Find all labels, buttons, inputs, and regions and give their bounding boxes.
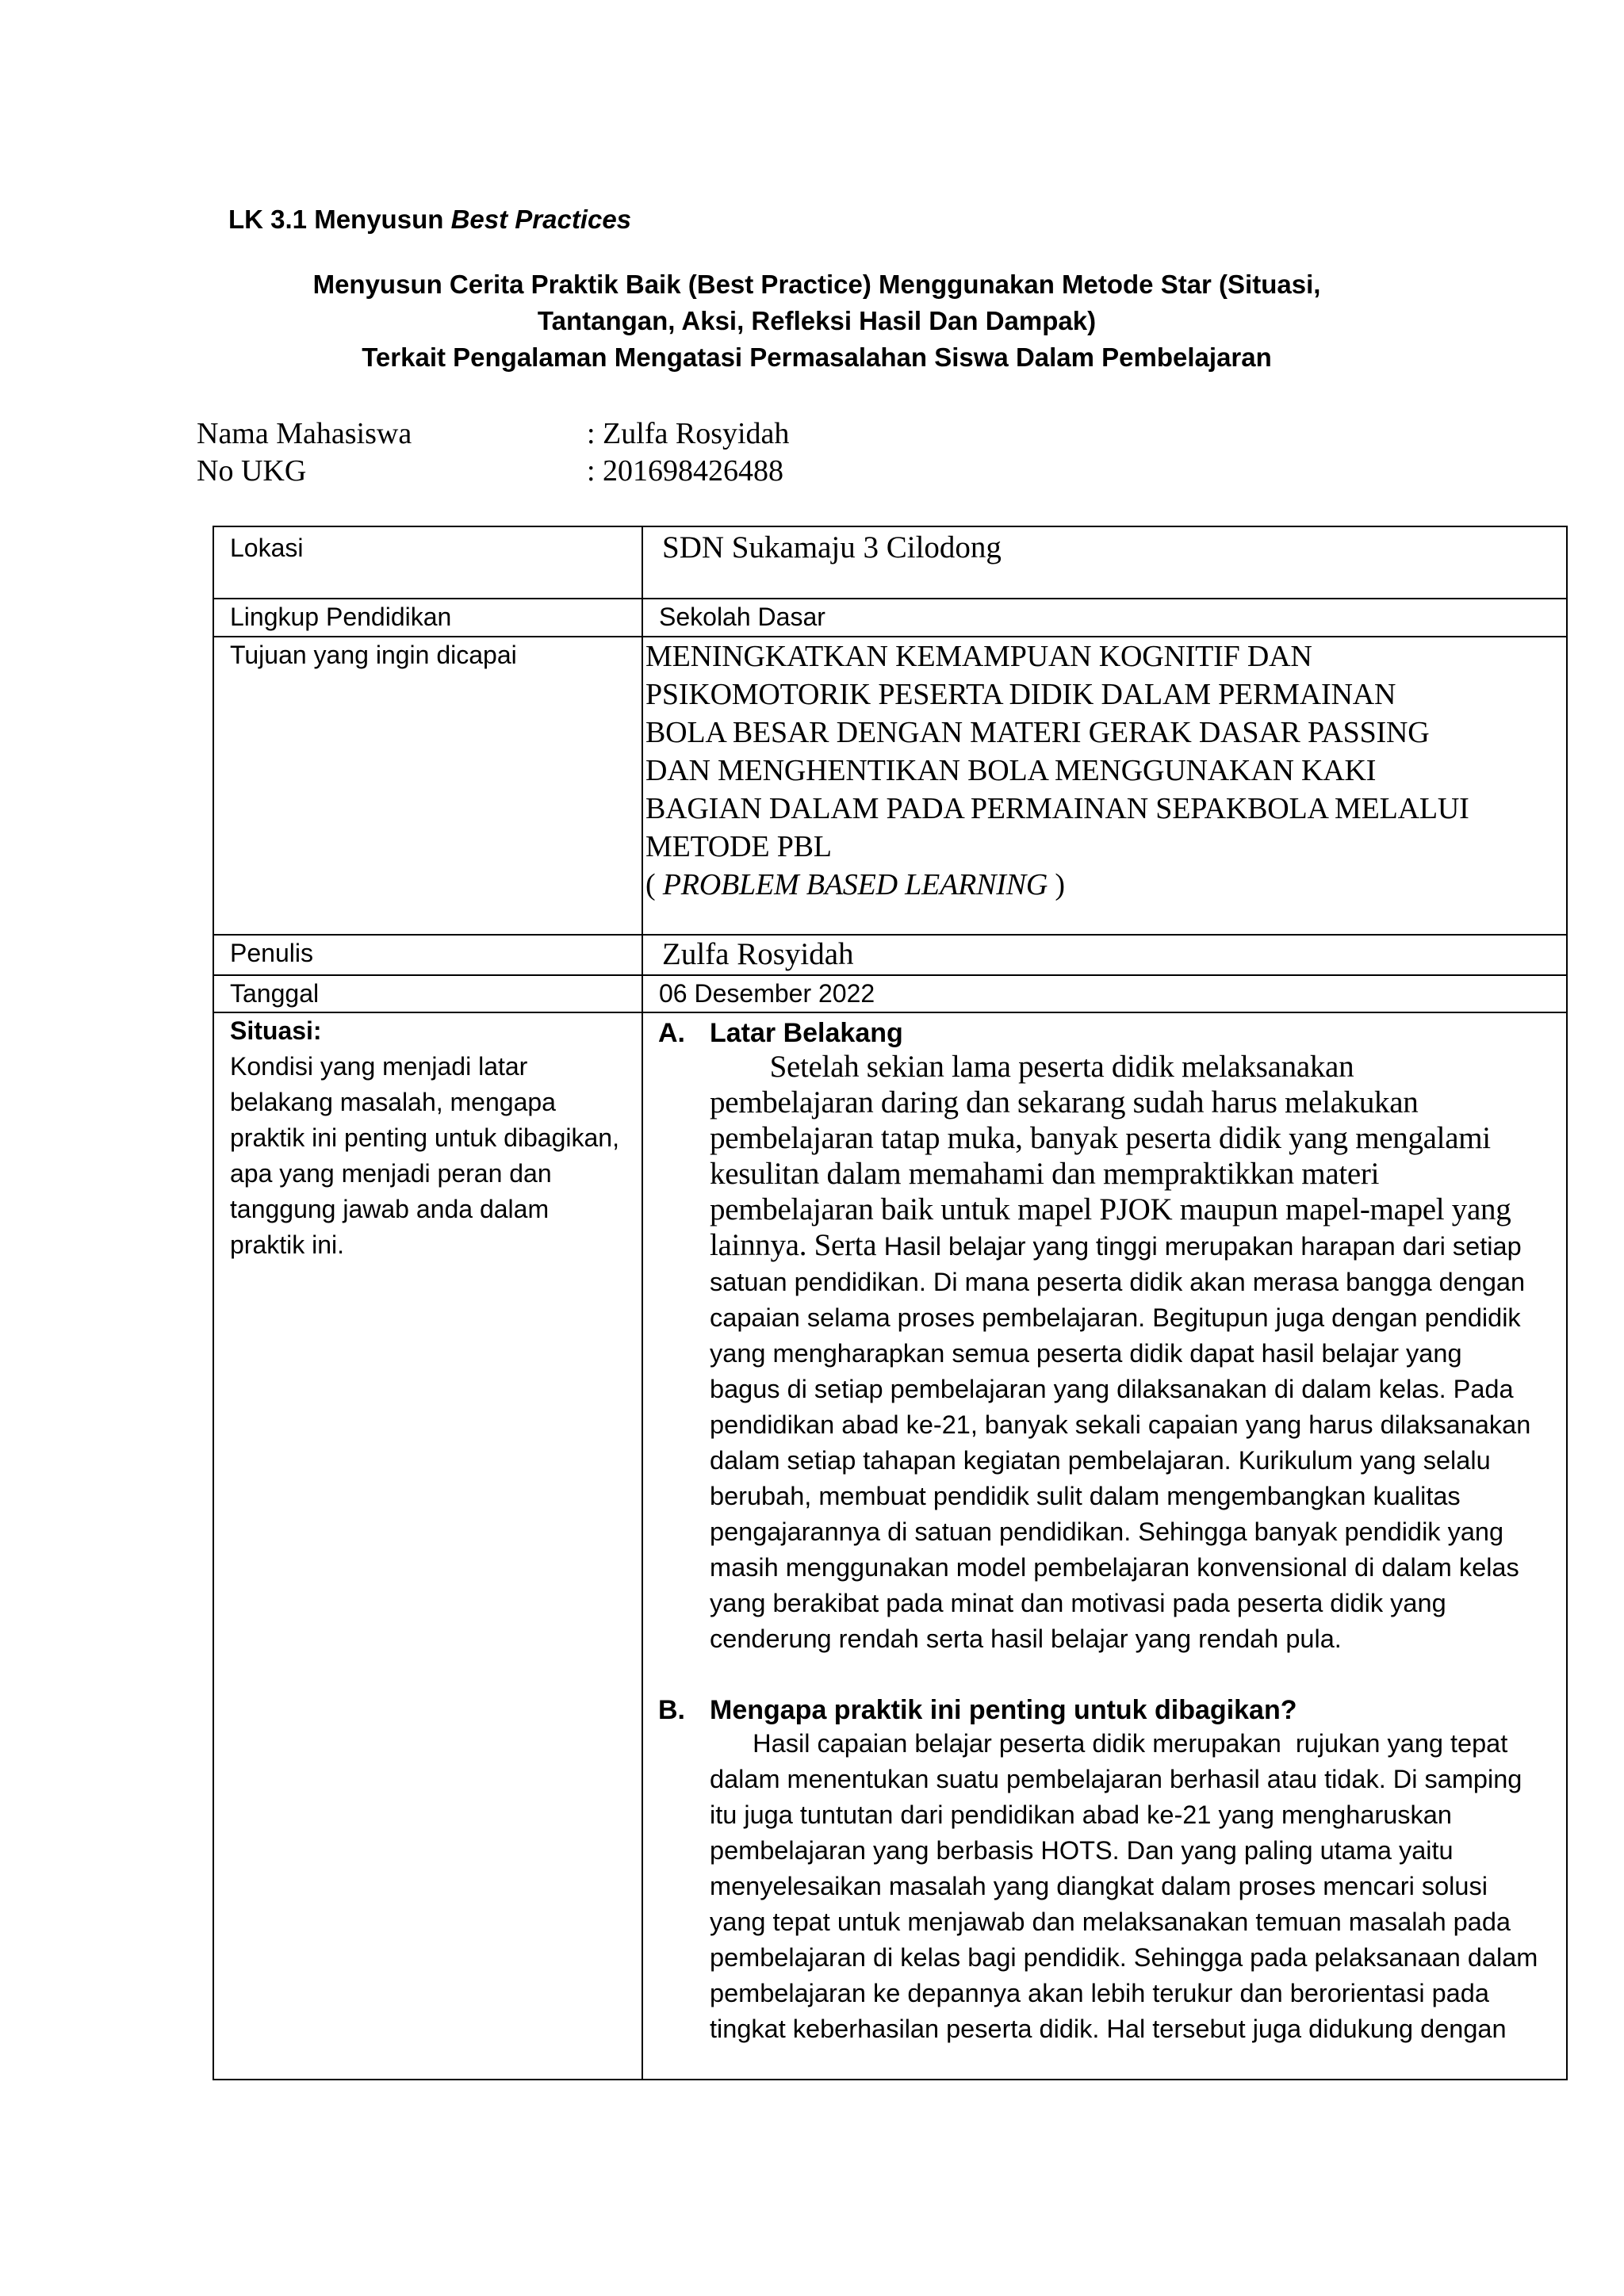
paragraph-line: cenderung rendah serta hasil belajar yang rendah pula. xyxy=(710,1624,1342,1653)
tujuan-line: PSIKOMOTORIK PESERTA DIDIK DALAM PERMAINAN xyxy=(645,678,1396,711)
row-tanggal xyxy=(213,975,1567,1012)
paragraph-line: pengajarannya di satuan pendidikan. Sehingga banyak pendidik yang xyxy=(710,1517,1504,1546)
tujuan-label: Tujuan yang ingin dicapai xyxy=(213,637,642,935)
situasi-cell xyxy=(213,1012,642,2080)
situasi-description: Kondisi yang menjadi latar belakang masalah, mengapa praktik ini penting untuk dibagikan, apa yang menjadi peran dan tanggung jawab anda dalam praktik ini. xyxy=(230,1052,619,1259)
mixed-sans-part: Hasil belajar yang tinggi merupakan harapan dari setiap xyxy=(883,1232,1522,1261)
paragraph-line: bagus di setiap pembelajaran yang dilaksanakan di dalam kelas. Pada xyxy=(710,1375,1514,1403)
paragraph-line: pembelajaran daring dan sekarang sudah harus melakukan xyxy=(710,1085,1419,1119)
lingkup-value: Sekolah Dasar xyxy=(642,599,1567,637)
paragraph-line: yang berakibat pada minat dan motivasi pada peserta didik yang xyxy=(710,1589,1446,1617)
tujuan-method-line xyxy=(645,866,1565,904)
section-b-heading xyxy=(645,1695,1565,1726)
paragraph-line: capaian selama proses pembelajaran. Begitupun juga dengan pendidik xyxy=(710,1303,1521,1332)
ukg-number-label: No UKG xyxy=(197,454,307,488)
section-a-body xyxy=(645,1049,1565,1657)
paragraph-line: dalam menentukan suatu pembelajaran berhasil atau tidak. Di samping xyxy=(710,1765,1522,1793)
mixed-serif-part: lainnya. Serta xyxy=(710,1228,884,1262)
section-a-number: A. xyxy=(658,1018,685,1048)
situasi-label: Situasi: xyxy=(230,1016,322,1045)
paragraph-line: berubah, membuat pendidik sulit dalam mengembangkan kualitas xyxy=(710,1482,1461,1510)
paragraph-line: dalam setiap tahapan kegiatan pembelajaran. Kurikulum yang selalu xyxy=(710,1446,1491,1475)
lokasi-value: SDN Sukamaju 3 Cilodong xyxy=(642,526,1567,599)
document-title-line3: Terkait Pengalaman Mengatasi Permasalahan Siswa Dalam Pembelajaran xyxy=(362,342,1272,372)
student-name-label: Nama Mahasiswa xyxy=(197,417,412,450)
paragraph-line: itu juga tuntutan dari pendidikan abad ke-21 yang mengharuskan xyxy=(710,1800,1452,1829)
tujuan-line: BAGIAN DALAM PADA PERMAINAN SEPAKBOLA MELALUI xyxy=(645,792,1469,825)
paragraph-line: masih menggunakan model pembelajaran konvensional di dalam kelas xyxy=(710,1553,1519,1582)
paren-open: ( xyxy=(645,868,663,901)
document-title-line1: Menyusun Cerita Praktik Baik (Best Practice) Menggunakan Metode Star (Situasi, xyxy=(312,270,1321,299)
paragraph-line: tingkat keberhasilan peserta didik. Hal tersebut juga didukung dengan xyxy=(710,2015,1507,2043)
section-b-body xyxy=(645,1726,1565,2047)
section-a-title: Latar Belakang xyxy=(710,1018,903,1048)
penulis-value: Zulfa Rosyidah xyxy=(642,935,1567,975)
row-lingkup xyxy=(213,599,1567,637)
paragraph-line: Setelah sekian lama peserta didik melaksanakan xyxy=(710,1050,1354,1084)
paragraph-line: satuan pendidikan. Di mana peserta didik akan merasa bangga dengan xyxy=(710,1268,1526,1296)
tujuan-line: DAN MENGHENTIKAN BOLA MENGGUNAKAN KAKI xyxy=(645,754,1377,787)
paragraph-line: yang tepat untuk menjawab dan melaksanakan temuan masalah pada xyxy=(710,1908,1511,1936)
worksheet-label xyxy=(228,205,631,235)
paragraph-line: pendidikan abad ke-21, banyak sekali capaian yang harus dilaksanakan xyxy=(710,1410,1531,1439)
situasi-content xyxy=(642,1012,1567,2080)
section-a-sans-text xyxy=(710,1265,1565,1657)
tanggal-label: Tanggal xyxy=(213,975,642,1012)
paragraph-line: kesulitan dalam memahami dan mempraktikkan materi xyxy=(710,1157,1380,1191)
worksheet-label-prefix: LK 3.1 Menyusun xyxy=(228,205,451,234)
tanggal-value: 06 Desember 2022 xyxy=(642,975,1567,1012)
paragraph-line: pembelajaran di kelas bagi pendidik. Sehingga pada pelaksanaan dalam xyxy=(710,1943,1538,1972)
section-b-title: Mengapa praktik ini penting untuk dibagikan? xyxy=(710,1695,1297,1725)
paragraph-line: menyelesaikan masalah yang diangkat dalam proses mencari solusi xyxy=(710,1872,1488,1900)
method-name: PROBLEM BASED LEARNING xyxy=(662,868,1048,901)
section-a-heading xyxy=(645,1018,1565,1049)
paragraph-line: pembelajaran ke depannya akan lebih terukur dan berorientasi pada xyxy=(710,1979,1489,2007)
lingkup-label: Lingkup Pendidikan xyxy=(213,599,642,637)
document-title-line2: Tantangan, Aksi, Refleksi Hasil Dan Dampak) xyxy=(537,306,1097,335)
paragraph-line: pembelajaran baik untuk mapel PJOK maupun mapel-mapel yang xyxy=(710,1192,1511,1226)
paragraph-line: pembelajaran tatap muka, banyak peserta didik yang mengalami xyxy=(710,1121,1491,1155)
best-practice-table xyxy=(213,526,1568,2080)
section-a-serif-text xyxy=(710,1049,1565,1265)
paragraph-line: pembelajaran yang berbasis HOTS. Dan yang paling utama yaitu xyxy=(710,1836,1454,1865)
row-tujuan xyxy=(213,637,1567,935)
section-b-number: B. xyxy=(658,1695,685,1725)
row-penulis xyxy=(213,935,1567,975)
worksheet-label-italic: Best Practices xyxy=(450,205,632,234)
student-name-value: : Zulfa Rosyidah xyxy=(587,417,790,450)
row-lokasi xyxy=(213,526,1567,599)
paragraph-mixed-line xyxy=(710,1227,1565,1265)
paragraph-line: Hasil capaian belajar peserta didik merupakan rujukan yang tepat xyxy=(710,1729,1508,1758)
row-situasi xyxy=(213,1012,1567,2080)
paragraph-line: yang mengharapkan semua peserta didik dapat hasil belajar yang xyxy=(710,1339,1462,1368)
tujuan-line: METODE PBL xyxy=(645,830,832,863)
tujuan-line: MENINGKATKAN KEMAMPUAN KOGNITIF DAN xyxy=(645,640,1312,673)
ukg-number-value: : 201698426488 xyxy=(587,454,784,488)
tujuan-value xyxy=(642,637,1567,935)
tujuan-line: BOLA BESAR DENGAN MATERI GERAK DASAR PASSING xyxy=(645,716,1430,749)
lokasi-label: Lokasi xyxy=(213,526,642,599)
paren-close: ) xyxy=(1048,868,1065,901)
penulis-label: Penulis xyxy=(213,935,642,975)
